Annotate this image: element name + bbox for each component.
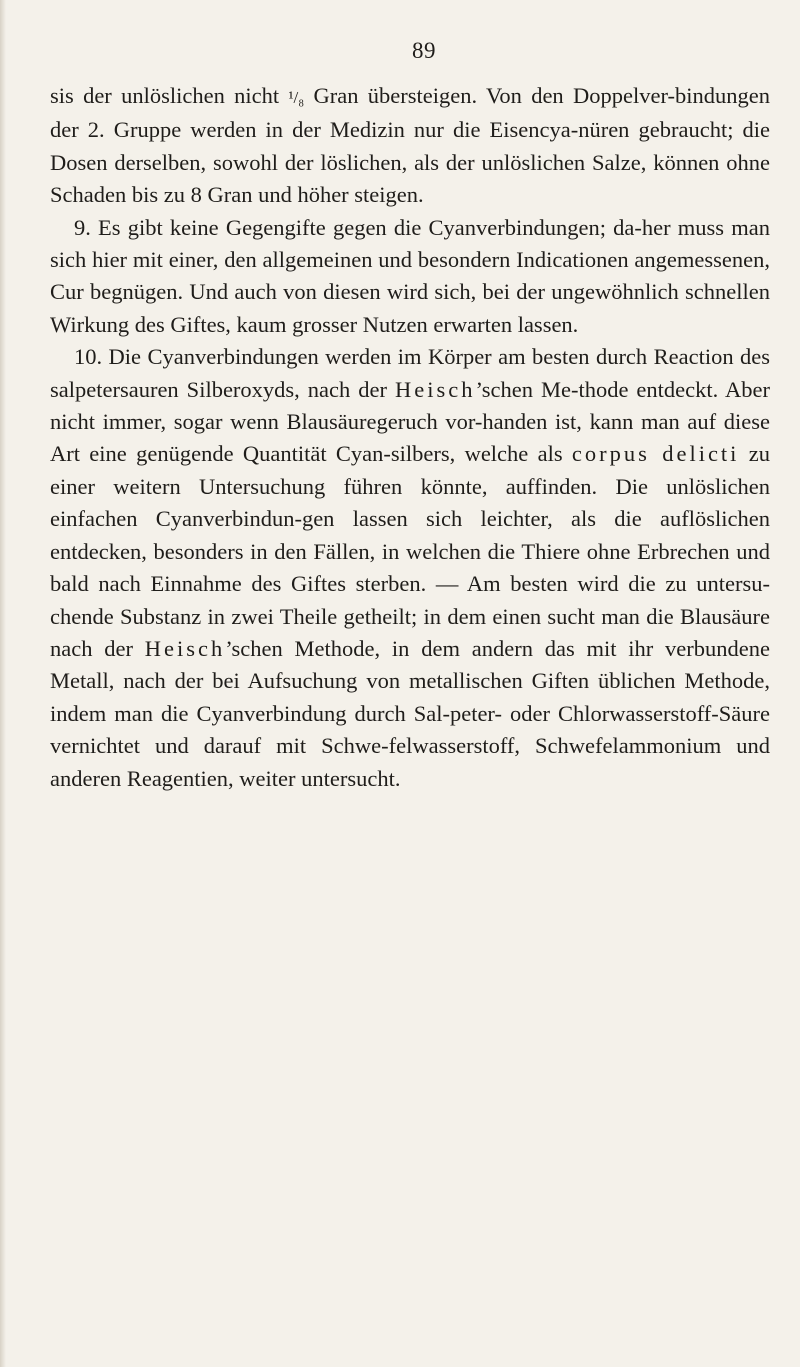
paragraph-2-text: 9. Es gibt keine Gegengifte gegen die Cyanverbindungen; da-her muss man sich hier mit einer, den allgemeinen und besondern Indicationen angemessenen, Cur begnügen. Und auch von diesen wird sich, bei der ungewöhnlich schnellen Wirkung des Giftes, kaum grosser Nutzen erwarten lassen. [50,214,770,337]
paragraph-1-text-a: sis der unlöslichen nicht [50,83,289,108]
latin-term-corpus-delicti: corpus delicti [571,441,740,467]
page-number: 89 [412,38,436,63]
page-edge-shadow [0,0,6,1367]
paragraph-3-text-a: 10. Die Cyanverbindungen werden im Körper am besten durch Reaction des salpetersauren Silberoxyds, nach der [50,344,770,402]
author-name-heisch-1: Heisch [395,376,476,402]
document-page [50,36,770,795]
fraction-one-eighth: ¹/₈ [288,88,305,107]
paragraph-1-text-b: Gran übersteigen. Von den Doppelver-bindungen der 2. Gruppe werden in der Medizin nur die Eisencya-nüren gebraucht; die Dosen derselben, sowohl der löslichen, als der unlöslichen Salze, können ohne Schaden bis zu 8 Gran und höher steigen. [50,83,770,208]
paragraph-1 [50,80,770,212]
paragraph-3 [50,341,770,795]
paragraph-2 [50,212,770,342]
paragraph-3-text-b: ’schen Me-thode entdeckt. Aber nicht immer, sogar wenn Blausäuregeruch vor-handen ist, kann man auf diese Art eine genügende Quantität Cyan-silbers, welche als [50,376,770,467]
author-name-heisch-2: Heisch [144,635,226,661]
paragraph-3-text-c: zu einer weitern Untersuchung führen könnte, auffinden. Die unlöslichen einfachen Cyanverbindun-gen lassen sich leichter, als die auflöslichen entdecken, besonders in den Fällen, in welchen die Thiere ohne Erbrechen und bald nach Einnahme des Giftes sterben. — Am besten wird die zu untersu-chende Substanz in zwei Theile getheilt; in dem einen sucht man die Blausäure nach der [50,441,770,661]
paragraph-3-text-d: ’schen Methode, in dem andern das mit ihr verbundene Metall, nach der bei Aufsuchung von metallischen Giften üblichen Methode, indem man die Cyanverbindung durch Sal-peter- oder Chlorwasserstoff-Säure vernichtet und darauf mit Schwe-felwasserstoff, Schwefelammonium und anderen Reagentien, weiter untersucht. [50,635,771,791]
